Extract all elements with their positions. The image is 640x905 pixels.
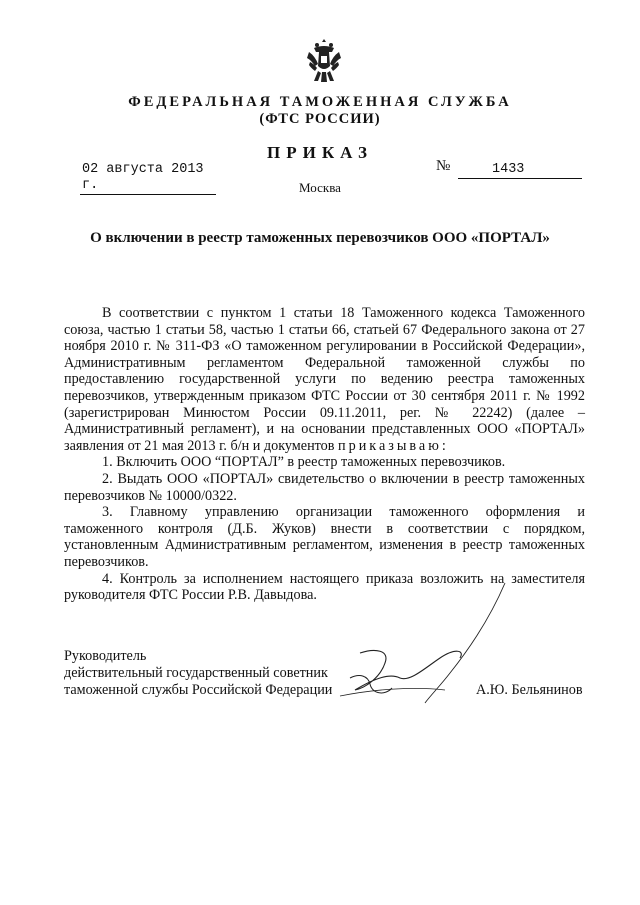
double-headed-eagle-emblem-icon — [306, 38, 342, 86]
document-type: ПРИКАЗ — [267, 143, 373, 162]
order-word: приказываю: — [338, 437, 449, 454]
number-sign: № — [436, 158, 451, 174]
order-subject: О включении в реестр таможенных перевозчиков ООО «ПОРТАЛ» — [90, 230, 550, 246]
signatory-rank: действительный государственный советник — [64, 665, 328, 681]
city: Москва — [299, 180, 341, 195]
order-item: 1. Включить ООО “ПОРТАЛ” в реестр таможенных перевозчиков. — [102, 454, 506, 471]
signatory-position: Руководитель — [64, 648, 147, 664]
intro-paragraph — [64, 305, 585, 454]
signatory-name: А.Ю. Бельянинов — [476, 682, 583, 698]
order-item: 2. Выдать ООО «ПОРТАЛ» свидетельство о включении в реестр таможенных перевозчиков № 10000/0322. — [64, 470, 585, 504]
order-item: 4. Контроль за исполнением настоящего приказа возложить на заместителя руководителя ФТС России Р.В. Давыдова. — [64, 570, 585, 604]
order-date: 02 августа 2013 г. — [80, 162, 216, 195]
signatory-rank-cont: таможенной службы Российской Федерации — [64, 682, 333, 698]
order-body — [64, 305, 585, 604]
agency-abbreviation: (ФТС РОССИИ) — [259, 111, 381, 127]
agency-name: ФЕДЕРАЛЬНАЯ ТАМОЖЕННАЯ СЛУЖБА — [128, 94, 512, 110]
order-item: 3. Главному управлению организации таможенного оформления и таможенного контроля (Д.Б. Жуков) внести в соответствии с порядком, установленным Административным регламентом, изменения в реестр таможенных перевозчиков. — [64, 504, 585, 570]
intro-text: В соответствии с пунктом 1 статьи 18 Таможенного кодекса Таможенного союза, частью 1 статьи 58, частью 1 статьи 66, статьей 67 Федерального закона от 27 ноября 2010 г. № 311-ФЗ «О таможенном регулировании в Российской Федерации», Административным регламентом Федеральной таможенной службы по предоставлению государственной услуги по ведению реестра таможенных перевозчиков, утвержденным приказом ФТС России от 30 сентября 2011 г. № 1992 (зарегистрирован Минюстом России 09.11.2011, рег. № 22242) (далее – Административный регламент), и на основании представленных ООО «ПОРТАЛ» заявления от 21 мая 2013 г. б/н и документов — [64, 305, 585, 454]
order-number: 1433 — [458, 162, 582, 179]
